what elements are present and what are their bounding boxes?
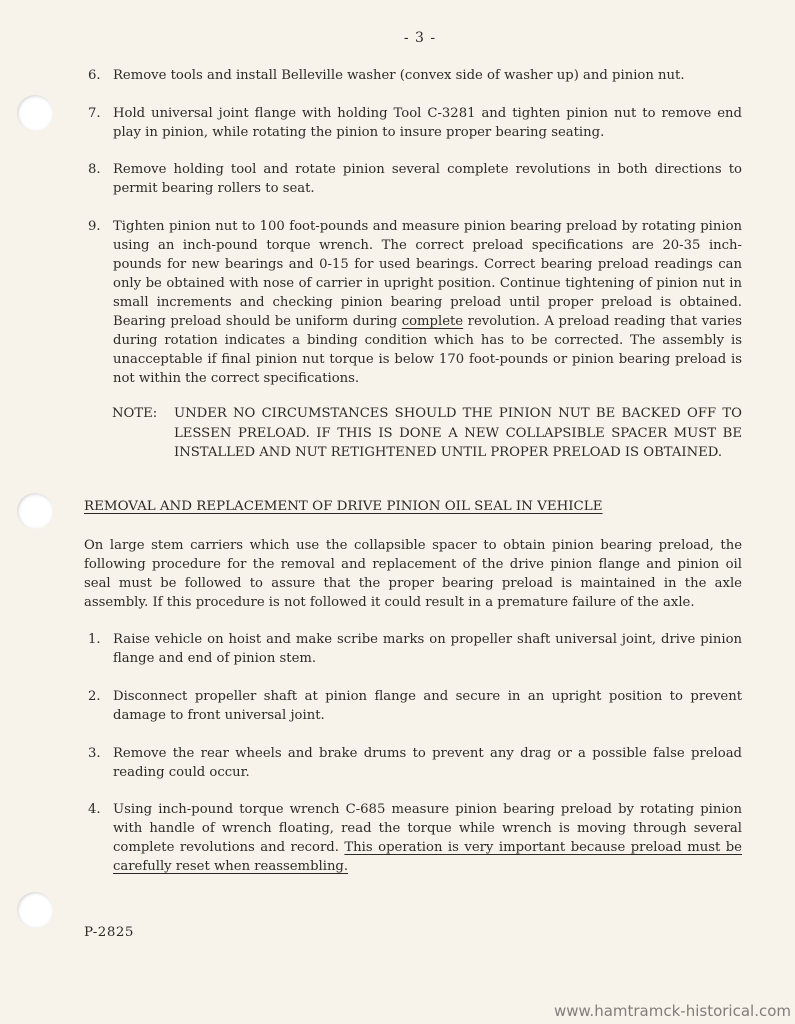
step-number: 1. <box>88 632 101 647</box>
step-text-part: Tighten pinion nut to 100 foot-pounds and measure pinion bearing preload by rotating pinion using an inch-pound torque wrench. The correct preload specifications are 20-35 inch-pounds for new bearings and 0-15 for used bearings. Correct bearing preload readings can only be obtained with nose of carrier in upright position. Continue tightening of pinion nut in small increments and checking pinion bearing preload until proper preload is obtained. Bearing preload should be uniform during <box>113 219 742 329</box>
step-number: 4. <box>88 802 101 817</box>
document-code: P-2825 <box>84 925 134 940</box>
step-4 <box>88 800 742 876</box>
step-9 <box>88 217 742 388</box>
intro-paragraph: On large stem carriers which use the collapsible spacer to obtain pinion bearing preload, the following procedure for the removal and replacement of the drive pinion flange and pinion oil seal must be followed to assure that the proper bearing preload is maintained in the axle assembly. If this procedure is not followed it could result in a premature failure of the axle. <box>84 538 742 610</box>
step-text-part: revolution. A preload reading that varies during rotation indicates a binding condition which has to be corrected. The assembly is unacceptable if final pinion nut torque is below 170 foot-pounds or pinion bearing preload is not within the correct specifications. <box>113 314 742 386</box>
step-8 <box>88 160 742 198</box>
step-text: Hold universal joint flange with holding Tool C-3281 and tighten pinion nut to remove end play in pinion, while rotating the pinion to insure proper bearing seating. <box>113 106 742 140</box>
step-number: 3. <box>88 746 101 761</box>
step-text: Raise vehicle on hoist and make scribe marks on propeller shaft universal joint, drive pinion flange and end of pinion stem. <box>113 632 742 666</box>
watermark: www.hamtramck-historical.com <box>554 1002 791 1020</box>
step-7 <box>88 104 742 142</box>
page-number: - 3 - <box>403 30 437 46</box>
note-block <box>112 404 742 463</box>
punch-hole-middle <box>17 493 53 529</box>
step-text <box>113 800 742 876</box>
step-1 <box>88 630 742 668</box>
step-number: 2. <box>88 689 101 704</box>
step-number: 7. <box>88 106 101 121</box>
step-text <box>113 217 742 388</box>
section-heading: REMOVAL AND REPLACEMENT OF DRIVE PINION OIL SEAL IN VEHICLE <box>84 499 603 514</box>
note-text: UNDER NO CIRCUMSTANCES SHOULD THE PINION NUT BE BACKED OFF TO LESSEN PRELOAD. IF THIS IS DONE A NEW COLLAPSIBLE SPACER MUST BE INSTALLED AND NUT RETIGHTENED UNTIL PROPER PRELOAD IS OBTAINED. <box>174 406 742 460</box>
step-3 <box>88 744 742 782</box>
step-2 <box>88 687 742 725</box>
step-text: Remove the rear wheels and brake drums to prevent any drag or a possible false preload reading could occur. <box>113 746 742 780</box>
underlined-emphasis: complete <box>401 314 464 329</box>
step-number: 8. <box>88 162 101 177</box>
underlined-emphasis: This operation is very important because preload must be carefully reset when reassembling. <box>113 840 742 874</box>
step-text: Remove tools and install Belleville washer (convex side of washer up) and pinion nut. <box>113 68 685 83</box>
punch-hole-top <box>17 95 53 131</box>
punch-hole-bottom <box>17 892 53 928</box>
step-text-part: Using inch-pound torque wrench C-685 measure pinion bearing preload by rotating pinion with handle of wrench floating, read the torque while wrench is moving through several complete revolutions and record. <box>113 802 742 855</box>
step-text: Remove holding tool and rotate pinion several complete revolutions in both directions to permit bearing rollers to seat. <box>113 162 742 196</box>
step-text: Disconnect propeller shaft at pinion flange and secure in an upright position to prevent damage to front universal joint. <box>113 689 742 723</box>
step-number: 6. <box>88 68 101 83</box>
step-6 <box>88 66 742 85</box>
note-label: NOTE: <box>112 406 158 421</box>
step-number: 9. <box>88 219 101 234</box>
